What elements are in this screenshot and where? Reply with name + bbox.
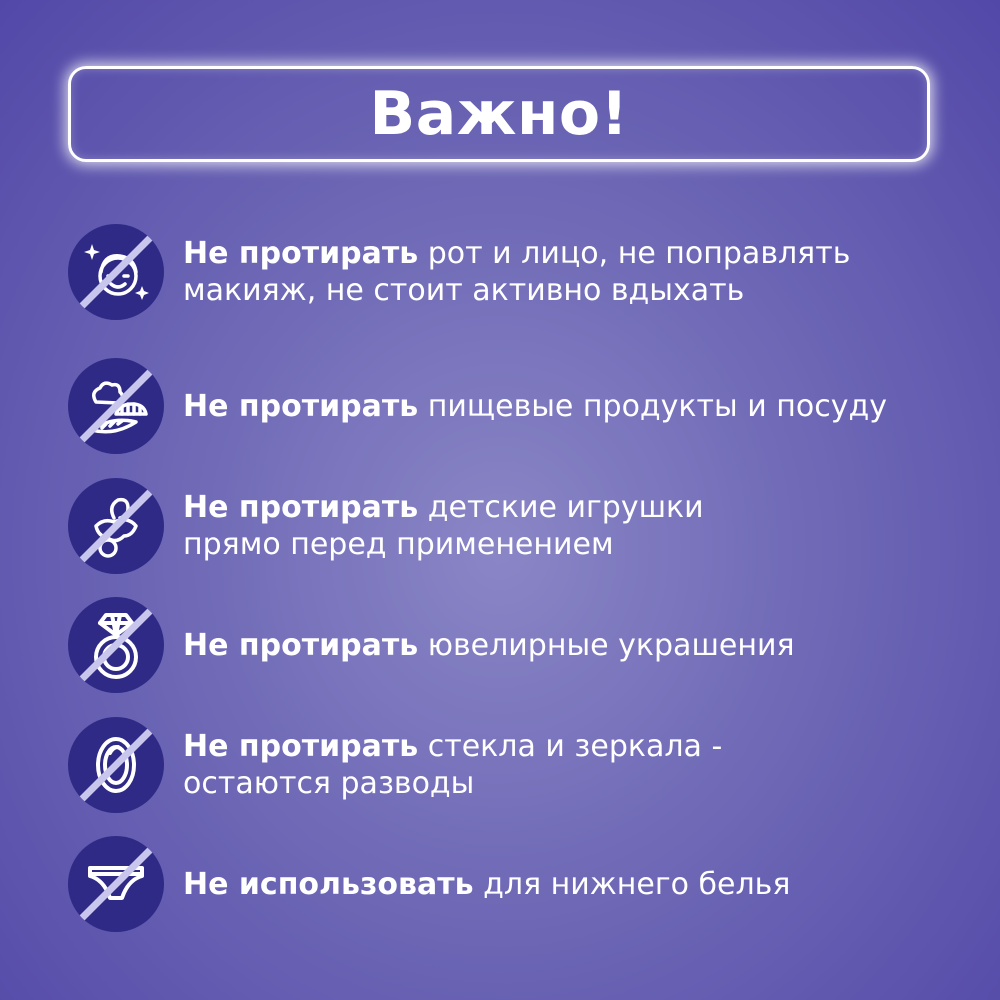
item-bold: Не протирать <box>183 729 419 764</box>
no-underwear-icon <box>68 836 164 932</box>
page-title: Важно! <box>369 79 629 149</box>
item-text-line2: остаются разводы <box>183 766 475 801</box>
list-item <box>68 358 968 458</box>
item-bold: Не использовать <box>183 866 474 902</box>
list-item <box>68 224 968 324</box>
item-text-line2: прямо перед применением <box>183 527 614 562</box>
item-text: пищевые продукты и посуду <box>418 388 887 424</box>
list-item <box>68 597 968 697</box>
item-bold: Не протирать <box>183 490 419 525</box>
no-ring-icon <box>68 597 164 693</box>
item-text: детские игрушки <box>418 490 704 525</box>
list-item <box>68 478 968 578</box>
item-text: стекла и зеркала - <box>418 729 723 764</box>
no-food-icon <box>68 358 164 454</box>
no-pacifier-icon <box>68 478 164 574</box>
item-text: рот и лицо, не поправлять <box>418 236 851 271</box>
no-face-wipe-icon <box>68 224 164 320</box>
no-mirror-icon <box>68 717 164 813</box>
item-text: ювелирные украшения <box>418 627 795 663</box>
item-text: для нижнего белья <box>473 866 791 902</box>
list-item <box>68 836 968 936</box>
item-bold: Не протирать <box>183 236 419 271</box>
item-bold: Не протирать <box>183 627 419 663</box>
item-bold: Не протирать <box>183 388 419 424</box>
title-box <box>68 66 930 162</box>
item-text-line2: макияж, не стоит активно вдыхать <box>183 273 745 308</box>
list-item <box>68 717 968 817</box>
